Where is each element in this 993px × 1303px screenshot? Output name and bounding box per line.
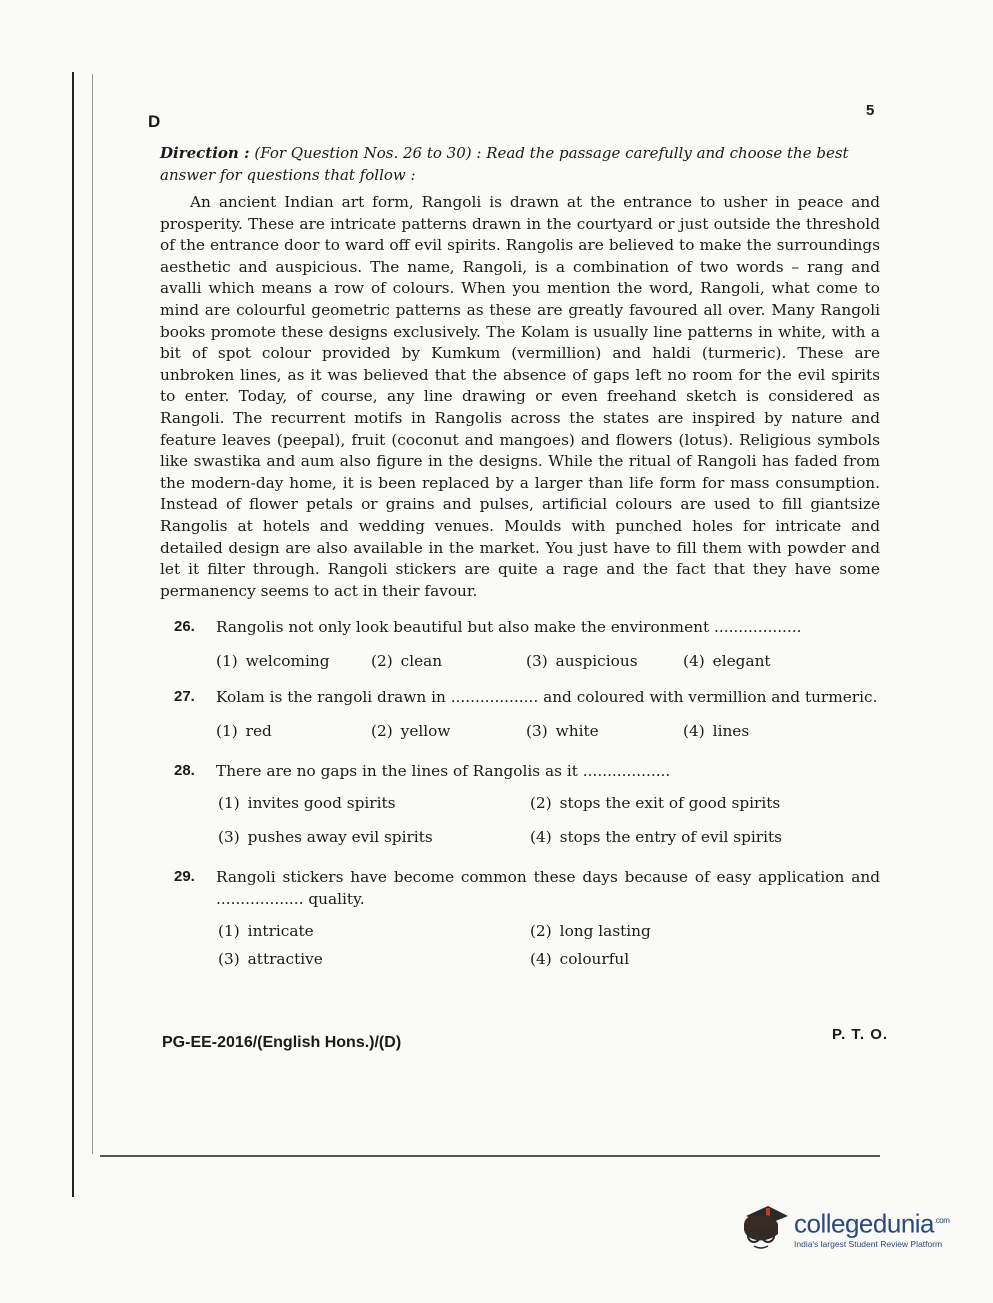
question-27 — [160, 686, 880, 742]
question-list — [160, 616, 880, 970]
question-text: Kolam is the rangoli drawn in .................. and coloured with vermillion and turmeric. — [216, 688, 878, 707]
pto-label: P. T. O. — [832, 1026, 889, 1043]
question-number: 28. — [174, 762, 195, 780]
question-number: 29. — [174, 868, 195, 886]
question-number: 26. — [174, 618, 195, 636]
option-4[interactable]: (4) colourful — [530, 950, 630, 969]
set-code: D — [148, 112, 161, 131]
option-2[interactable]: (2) yellow — [371, 722, 451, 741]
option-4[interactable]: (4) lines — [683, 722, 750, 741]
options — [160, 650, 880, 672]
options — [160, 792, 880, 848]
paper-code: PG-EE-2016/(English Hons.)/(D) — [162, 1034, 402, 1051]
question-text: Rangolis not only look beautiful but also make the environment .................. — [216, 618, 802, 637]
question-29 — [160, 866, 880, 970]
graduate-mascot-icon — [738, 1202, 790, 1254]
question-text: There are no gaps in the lines of Rangolis as it .................. — [216, 762, 671, 781]
option-2[interactable]: (2) stops the exit of good spirits — [530, 794, 781, 813]
page-content — [160, 142, 880, 980]
question-number: 27. — [174, 688, 195, 706]
option-3[interactable]: (3) auspicious — [526, 652, 638, 671]
option-3[interactable]: (3) attractive — [218, 950, 323, 969]
option-3[interactable]: (3) white — [526, 722, 599, 741]
option-4[interactable]: (4) stops the entry of evil spirits — [530, 828, 782, 847]
option-4[interactable]: (4) elegant — [683, 652, 771, 671]
option-3[interactable]: (3) pushes away evil spirits — [218, 828, 433, 847]
bottom-rule — [100, 1155, 880, 1157]
binding-line-faint — [92, 74, 93, 1154]
option-2[interactable]: (2) clean — [371, 652, 443, 671]
option-1[interactable]: (1) intricate — [218, 922, 314, 941]
question-text: Rangoli stickers have become common these days because of easy application and .................. quality. — [216, 868, 880, 909]
reading-passage: An ancient Indian art form, Rangoli is drawn at the entrance to usher in peace and prosperity. These are intricate patterns drawn in the courtyard or just outside the threshold of the entrance door to ward off evil spirits. Rangolis are believed to make the surroundings aesthetic and auspicious. The name, Rangoli, is a combination of two words – rang and avalli which means a row of colours. When you mention the word, Rangoli, what come to mind are colourful geometric patterns as these are greatly favoured all over. Many Rangoli books promote these designs exclusively. The Kolam is usually line patterns in white, with a bit of spot colour provided by Kumkum (vermillion) and haldi (turmeric). These are unbroken lines, as it was believed that the absence of gaps left no room for the evil spirits to enter. Today, of course, any line drawing or even freehand sketch is considered as Rangoli. The recurrent motifs in Rangolis across the states are inspired by nature and feature leaves (peepal), fruit (coconut and mangoes) and flowers (lotus). Religious symbols like swastika and aum also figure in the designs. While the ritual of Rangoli has faded from the modern-day home, it is been replaced by a larger than life form for mass consumption. Instead of flower petals or grains and pulses, artificial colours are used to fill giantsize Rangolis at hotels and wedding venues. Moulds with punched holes for intricate and detailed design are also available in the market. You just have to fill them with powder and let it filter through. Rangoli stickers are quite a rage and the fact that they have some permanency seems to act in their favour. — [160, 193, 880, 600]
options — [160, 920, 880, 970]
options — [160, 720, 880, 742]
direction — [160, 142, 880, 186]
question-26 — [160, 616, 880, 672]
option-2[interactable]: (2) long lasting — [530, 922, 651, 941]
option-1[interactable]: (1) welcoming — [216, 652, 330, 671]
page-number: 5 — [866, 102, 875, 119]
option-1[interactable]: (1) invites good spirits — [218, 794, 396, 813]
direction-text: (For Question Nos. 26 to 30) : Read the passage carefully and choose the best answer for questions that follow : — [160, 144, 849, 184]
question-28 — [160, 760, 880, 848]
direction-label: Direction : — [160, 144, 250, 162]
brand-name: collegedunia$^{.com}$ — [794, 1208, 950, 1239]
binding-line — [72, 72, 74, 1197]
option-1[interactable]: (1) red — [216, 722, 272, 741]
collegedunia-logo[interactable] — [738, 1198, 968, 1258]
brand-tagline: India's largest Student Review Platform — [794, 1239, 943, 1250]
